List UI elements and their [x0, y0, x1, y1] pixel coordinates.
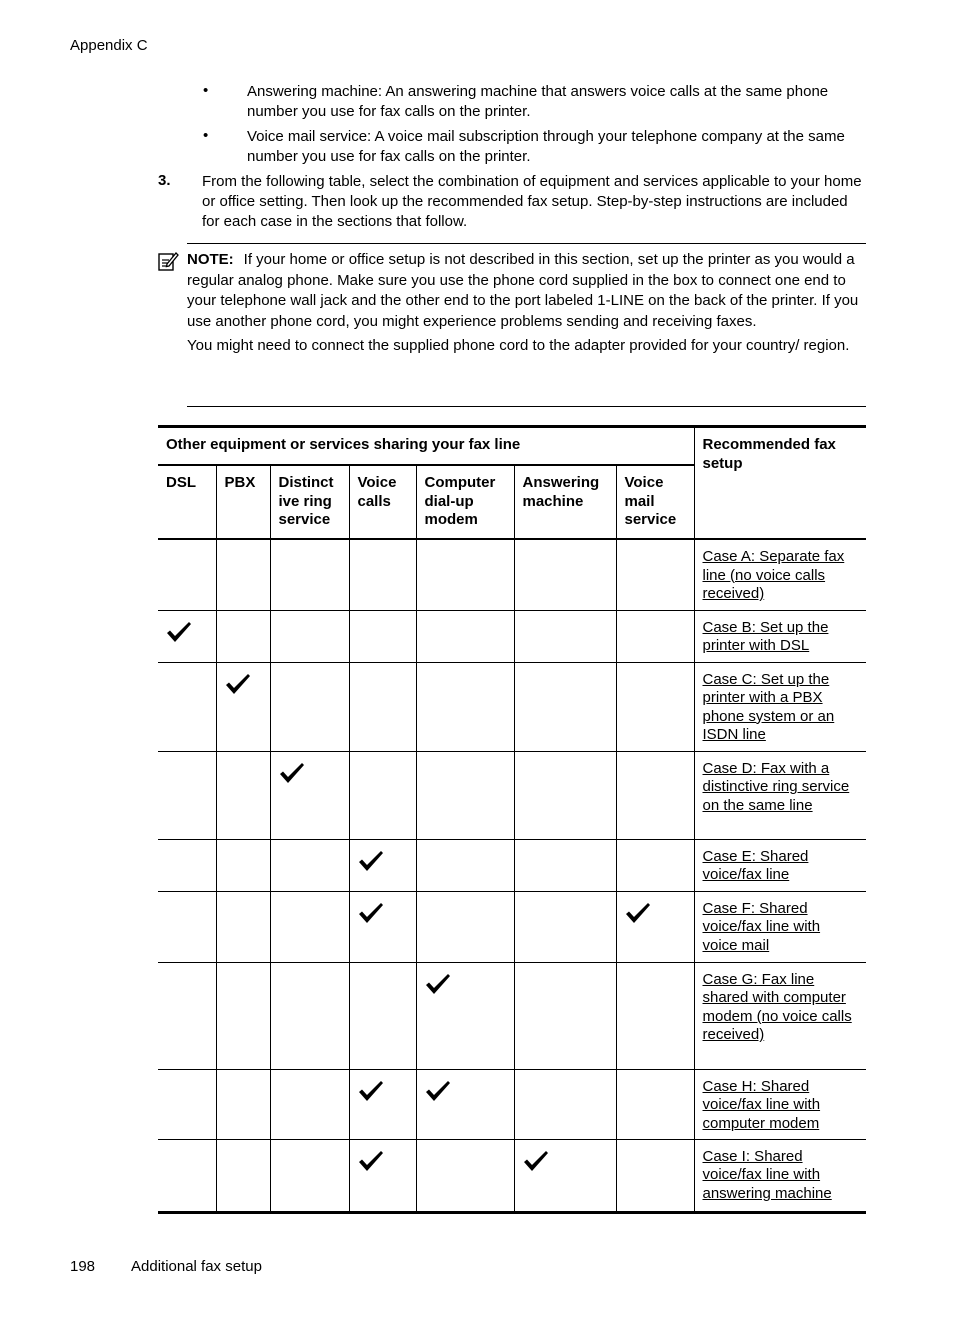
table-row-case-e [158, 839, 866, 891]
cell-computer-modem [416, 1069, 514, 1139]
cell-voice-mail [616, 891, 694, 962]
column-header-pbx: PBX [216, 465, 270, 539]
cell-computer-modem [416, 1139, 514, 1212]
checkmark-icon [358, 850, 384, 872]
cell-voice-calls [349, 962, 416, 1069]
cell-answering-machine [514, 539, 616, 610]
cell-voice-calls [349, 751, 416, 839]
cell-distinctive-ring [270, 891, 349, 962]
checkmark-icon [425, 973, 451, 995]
bullet-marker: • [203, 82, 209, 99]
cell-computer-modem [416, 891, 514, 962]
cell-dsl [158, 839, 216, 891]
table-row-case-g [158, 962, 866, 1069]
cell-distinctive-ring [270, 1139, 349, 1212]
note-paragraph-2: You might need to connect the supplied phone cord to the adapter provided for your country/ region. [187, 337, 850, 354]
cell-computer-modem [416, 539, 514, 610]
cell-voice-calls [349, 1139, 416, 1212]
cell-pbx [216, 539, 270, 610]
recommended-setup-cell [694, 662, 866, 751]
recommended-setup-cell [694, 539, 866, 610]
note-bottom-rule [187, 406, 866, 407]
cell-dsl [158, 962, 216, 1069]
cell-dsl [158, 539, 216, 610]
column-header-answering-machine: Answering machine [514, 465, 616, 539]
case-link-a[interactable]: Case A: Separate fax line (no voice calls received) [702, 548, 845, 602]
cell-pbx [216, 610, 270, 662]
cell-voice-calls [349, 539, 416, 610]
note-icon [157, 250, 179, 272]
cell-voice-calls [349, 610, 416, 662]
cell-pbx [216, 751, 270, 839]
cell-dsl [158, 751, 216, 839]
cell-pbx [216, 839, 270, 891]
case-link-e[interactable]: Case E: Shared voice/fax line [702, 847, 809, 883]
recommended-header: Recommended fax setup [694, 427, 866, 540]
cell-answering-machine [514, 891, 616, 962]
case-link-f[interactable]: Case F: Shared voice/fax line with voice mail [702, 899, 821, 954]
cell-distinctive-ring [270, 751, 349, 839]
cell-voice-mail [616, 1069, 694, 1139]
checkmark-icon [358, 1080, 384, 1102]
table-row-case-d [158, 751, 866, 839]
checkmark-icon [523, 1150, 549, 1172]
cell-dsl [158, 891, 216, 962]
note-paragraph-1 [187, 250, 865, 332]
group-header: Other equipment or services sharing your fax line [158, 427, 694, 466]
cell-pbx [216, 662, 270, 751]
table-row-case-h [158, 1069, 866, 1139]
cell-pbx [216, 891, 270, 962]
cell-answering-machine [514, 962, 616, 1069]
recommended-setup-cell [694, 891, 866, 962]
note-box [187, 250, 865, 361]
cell-voice-mail [616, 962, 694, 1069]
cell-voice-calls [349, 839, 416, 891]
bullet-answering-machine: Answering machine: An answering machine that answers voice calls at the same phone number you use for fax calls on the printer. [247, 83, 829, 120]
cell-dsl [158, 610, 216, 662]
recommended-setup-cell [694, 1069, 866, 1139]
running-header: Appendix C [70, 37, 148, 54]
cell-distinctive-ring [270, 1069, 349, 1139]
table-row-case-a [158, 539, 866, 610]
table-row-case-f [158, 891, 866, 962]
note-label: NOTE: [187, 251, 234, 268]
cell-distinctive-ring [270, 539, 349, 610]
footer-section-title: Additional fax setup [131, 1258, 262, 1275]
fax-setup-table [158, 425, 866, 1214]
cell-computer-modem [416, 839, 514, 891]
column-header-distinctive-ring: Distinct ive ring service [270, 465, 349, 539]
cell-computer-modem [416, 962, 514, 1069]
cell-voice-mail [616, 1139, 694, 1212]
case-link-d[interactable]: Case D: Fax with a distinctive ring service on the same line [702, 759, 850, 814]
cell-voice-mail [616, 662, 694, 751]
column-header-voice-mail: Voice mail service [616, 465, 694, 539]
page-number: 198 [70, 1258, 96, 1275]
column-header-voice-calls: Voice calls [349, 465, 416, 539]
case-link-b[interactable]: Case B: Set up the printer with DSL [702, 618, 829, 654]
recommended-setup-cell [694, 1139, 866, 1212]
checkmark-icon [425, 1080, 451, 1102]
step-number: 3. [158, 172, 171, 189]
table-row-case-b [158, 610, 866, 662]
case-link-g[interactable]: Case G: Fax line shared with computer modem (no voice calls received) [702, 970, 852, 1043]
cell-distinctive-ring [270, 839, 349, 891]
column-header-computer-modem: Computer dial-up modem [416, 465, 514, 539]
cell-voice-calls [349, 891, 416, 962]
cell-dsl [158, 1139, 216, 1212]
step-text: From the following table, select the combination of equipment and services applicable to your home or office setting. Then look up the recommended fax setup. Step-by-step instructions are included for each case in the sections that follow. [202, 173, 862, 230]
cell-computer-modem [416, 610, 514, 662]
cell-answering-machine [514, 751, 616, 839]
cell-voice-mail [616, 751, 694, 839]
bullet-voice-mail: Voice mail service: A voice mail subscription through your telephone company at the same number you use for fax calls on the printer. [247, 128, 845, 165]
cell-answering-machine [514, 610, 616, 662]
cell-voice-calls [349, 1069, 416, 1139]
cell-answering-machine [514, 1139, 616, 1212]
cell-computer-modem [416, 751, 514, 839]
case-link-h[interactable]: Case H: Shared voice/fax line with computer modem [702, 1077, 821, 1132]
recommended-setup-cell [694, 751, 866, 839]
cell-voice-mail [616, 839, 694, 891]
table-row-case-i [158, 1139, 866, 1212]
cell-pbx [216, 1069, 270, 1139]
cell-answering-machine [514, 839, 616, 891]
note-body: If your home or office setup is not described in this section, set up the printer as you would a regular analog phone. Make sure you use the phone cord supplied in the box to connect one end to your telephone wall jack and the other end to the port labeled 1-LINE on the back of the printer. If you use another phone cord, you might experience problems sending and receiving faxes. [187, 251, 859, 330]
cell-voice-calls [349, 662, 416, 751]
recommended-setup-cell [694, 610, 866, 662]
cell-distinctive-ring [270, 610, 349, 662]
cell-distinctive-ring [270, 662, 349, 751]
case-link-i[interactable]: Case I: Shared voice/fax line with answering machine [702, 1147, 832, 1202]
cell-computer-modem [416, 662, 514, 751]
cell-answering-machine [514, 1069, 616, 1139]
cell-pbx [216, 1139, 270, 1212]
cell-voice-mail [616, 539, 694, 610]
checkmark-icon [166, 621, 192, 643]
recommended-setup-cell [694, 839, 866, 891]
checkmark-icon [358, 902, 384, 924]
cell-distinctive-ring [270, 962, 349, 1069]
recommended-setup-cell [694, 962, 866, 1069]
checkmark-icon [225, 673, 251, 695]
checkmark-icon [625, 902, 651, 924]
cell-answering-machine [514, 662, 616, 751]
case-link-c[interactable]: Case C: Set up the printer with a PBX phone system or an ISDN line [702, 670, 835, 743]
checkmark-icon [279, 762, 305, 784]
cell-pbx [216, 962, 270, 1069]
column-header-dsl: DSL [158, 465, 216, 539]
cell-dsl [158, 662, 216, 751]
table-row-case-c [158, 662, 866, 751]
note-top-rule [187, 243, 866, 244]
cell-dsl [158, 1069, 216, 1139]
bullet-marker: • [203, 127, 209, 144]
cell-voice-mail [616, 610, 694, 662]
checkmark-icon [358, 1150, 384, 1172]
